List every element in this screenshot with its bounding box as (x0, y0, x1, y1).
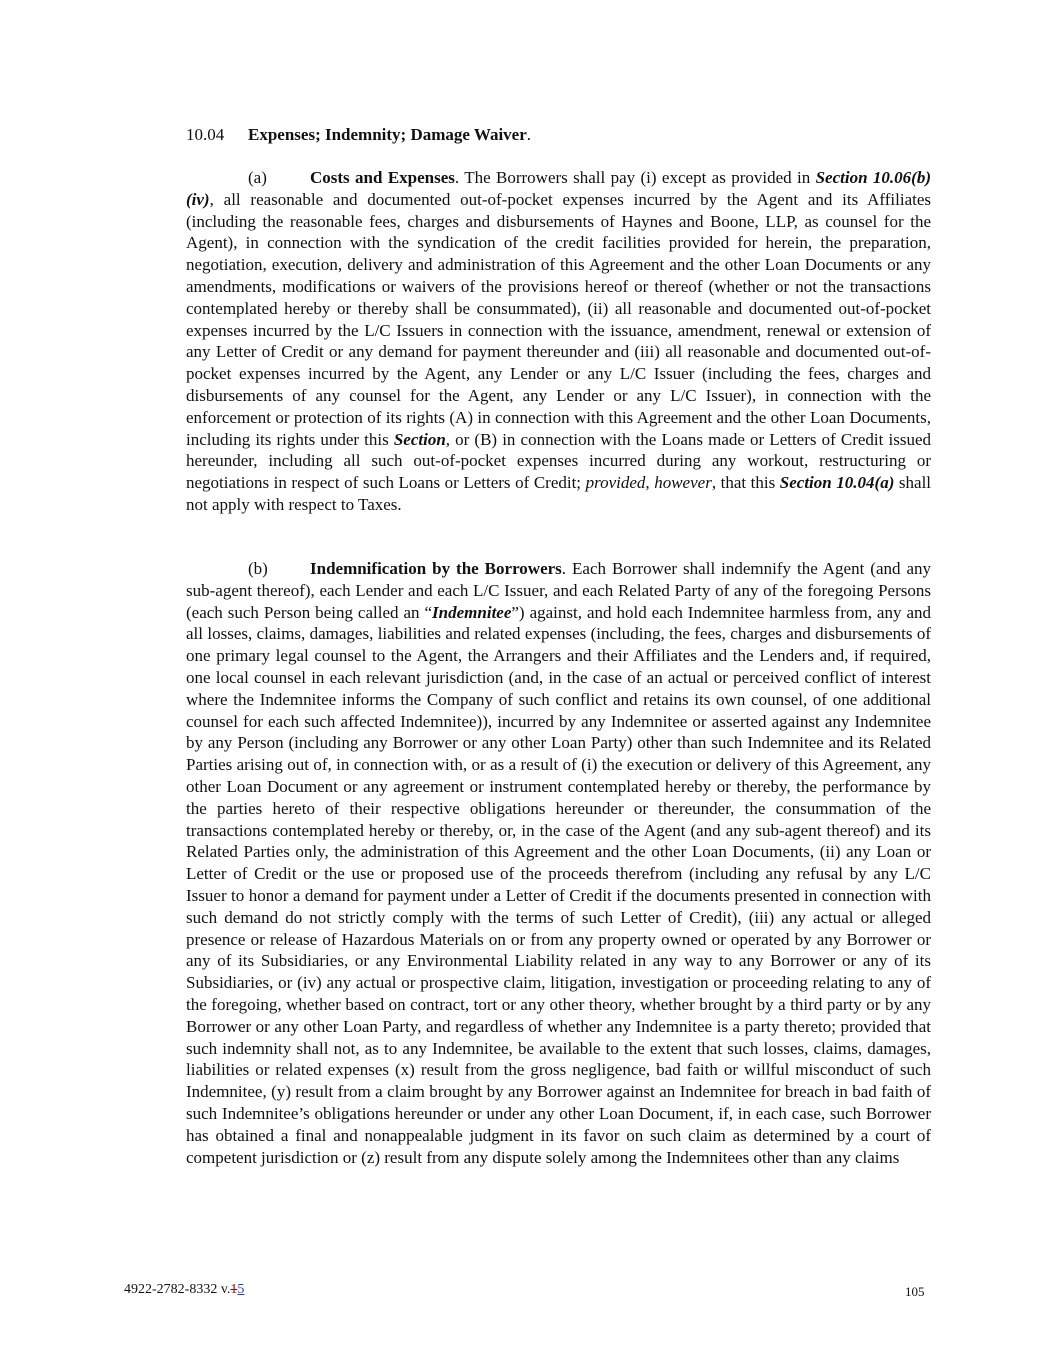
inserted-version: 5 (237, 1282, 245, 1297)
paragraph-text: . The Borrowers shall pay (i) except as provided in (454, 168, 816, 187)
paragraph-label: (a) (248, 168, 267, 187)
page-number: 105 (905, 1284, 925, 1299)
paragraph-indemnification (186, 558, 931, 1168)
section-reference: Section 10.04(a) (779, 473, 895, 493)
defined-term: Indemnitee (432, 602, 512, 622)
section-reference: Section 10.06(b)(iv) (186, 168, 931, 209)
paragraph-costs-and-expenses (186, 167, 931, 516)
section-heading (186, 124, 531, 146)
footer-document-id (124, 1282, 244, 1298)
section-title: Expenses; Indemnity; Damage Waiver (248, 125, 527, 144)
paragraph-text: , (645, 473, 655, 493)
section-title-period: . (526, 125, 532, 144)
paragraph-text: , or (B) in connection with the Loans made or Letters of Credit issued hereunder, including all such out-of-pocket expenses incurred during any workout, restructuring or negotiations in respect of such Loans or Letters of Credit; (186, 429, 931, 493)
paragraph-heading: Indemnification by the Borrowers (310, 559, 562, 578)
deleted-version: 1 (230, 1282, 238, 1297)
proviso-term: however (654, 473, 712, 493)
paragraph-text: shall not apply with respect to Taxes. (186, 473, 932, 514)
paragraph-text: . Each Borrower shall indemnify the Agent (and any sub-agent thereof), each Lender and each L/C Issuer, and each Related Party of any of the foregoing Persons (each such Person being called an “ (186, 559, 931, 622)
paragraph-label: (b) (248, 559, 268, 578)
paragraph-text: , that this (711, 473, 780, 493)
document-id: 4922-2782-8332 v. (124, 1282, 231, 1297)
section-reference: Section (393, 429, 446, 449)
paragraph-text: ”) against, and hold each Indemnitee harmless from, any and all losses, claims, damages, liabilities and related expenses (including, the fees, charges and disbursements of one primary legal counsel to the Agent, the Arrangers and their Affiliates and the Lenders and, if required, one local counsel in each relevant jurisdiction (and, in the case of an actual or perceived conflict of interest where the Indemnitee informs the Company of such conflict and retains its own counsel, of one additional counsel for each such affected Indemnitee)), incurred by any Indemnitee or asserted against any Indemnitee by any Person (including any Borrower or any other Loan Party) other than such Indemnitee and its Related Parties arising out of, in connection with, or as a result of (i) the execution or delivery of this Agreement, any other Loan Document or any agreement or instrument contemplated hereby or thereby, the performance by the parties hereto of their respective obligations hereunder or thereunder, the consummation of the transactions contemplated hereby or thereby, or, in the case of the Agent (and any sub-agent thereof) and its Related Parties only, the administration of this Agreement and the other Loan Documents, (ii) any Loan or Letter of Credit or the use or proposed use of the proceeds therefrom (including any refusal by any L/C Issuer to honor a demand for payment under a Letter of Credit if the documents presented in connection with such demand do not strictly comply with the terms of such Letter of Credit), (iii) any actual or alleged presence or release of Hazardous Materials on or from any property owned or operated by any Borrower or any of its Subsidiaries, or any Environmental Liability related in any way to any Borrower or any of its Subsidiaries, or (iv) any actual or prospective claim, litigation, investigation or proceeding relating to any of the foregoing, whether based on contract, tort or any other theory, whether brought by a third party or by any Borrower or any other Loan Party, and regardless of whether any Indemnitee is a party thereto; provided that such indemnity shall not, as to any Indemnitee, be available to the extent that such losses, claims, damages, liabilities or related expenses (x) result from the gross negligence, bad faith or willful misconduct of such Indemnitee, (y) result from a claim brought by any Borrower against an Indemnitee for breach in bad faith of such Indemnitee’s obligations hereunder or under any other Loan Document, if, in each case, such Borrower has obtained a final and nonappealable judgment in its favor on such claim as determined by a court of competent jurisdiction or (z) result from any dispute solely among the Indemnitees other than any claims (186, 602, 931, 1167)
proviso-term: provided (585, 473, 646, 493)
paragraph-text: , all reasonable and documented out-of-pocket expenses incurred by the Agent and its Affiliates (including the reasonable fees, charges and disbursements of Haynes and Boone, LLP, as counsel for the Agent), in connection with the syndication of the credit facilities provided for herein, the preparation, negotiation, execution, delivery and administration of this Agreement and the other Loan Documents or any amendments, modifications or waivers of the provisions hereof or thereof (whether or not the transactions contemplated hereby or thereby shall be consummated), (ii) all reasonable and documented out-of-pocket expenses incurred by the L/C Issuers in connection with the issuance, amendment, renewal or extension of any Letter of Credit or any demand for payment thereunder and (iii) all reasonable and documented out-of-pocket expenses incurred by the Agent, any Lender or any L/C Issuer (including the fees, charges and disbursements of any counsel for the Agent, any Lender or any L/C Issuer), in connection with the enforcement or protection of its rights (A) in connection with this Agreement and the other Loan Documents, including its rights under this (186, 189, 931, 449)
section-number: 10.04 (186, 125, 225, 144)
paragraph-heading: Costs and Expenses (310, 168, 455, 187)
